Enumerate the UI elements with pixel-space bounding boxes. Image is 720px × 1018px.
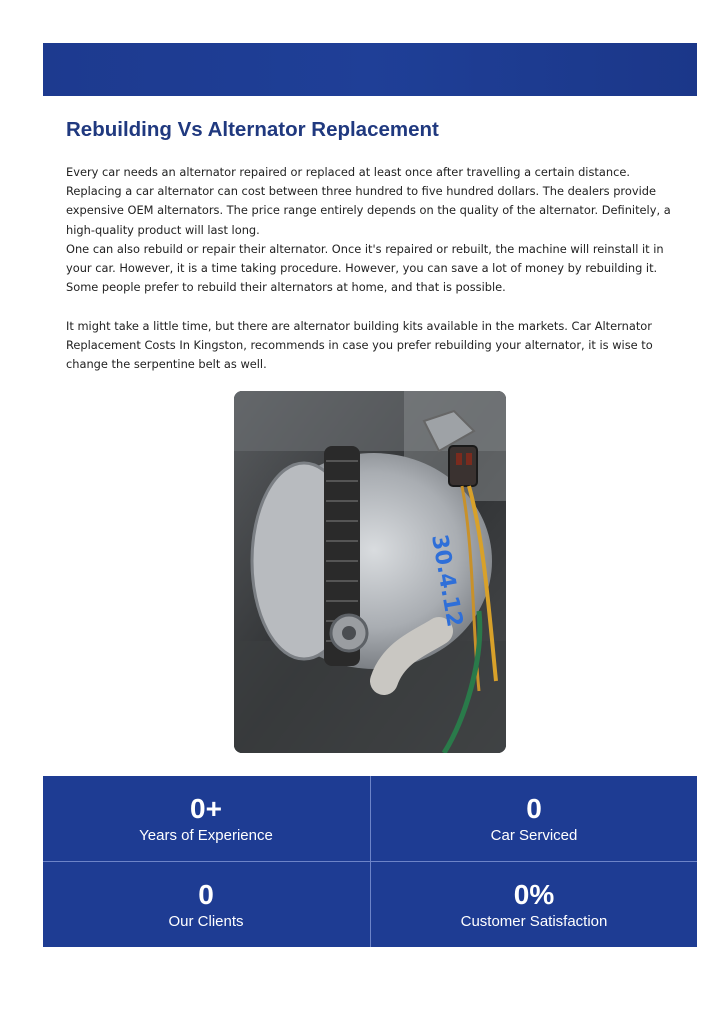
paragraph-1: Every car needs an alternator repaired or replaced at least once after travelling a certain distance. Replacing a car alternator can cost between three hundred to five hundred dollars. The dealers provide expensive OEM alternators. The price range entirely depends on the quality of the alternator. Definitely, a high-quality product will last long.: [66, 165, 671, 237]
alternator-photo: [234, 391, 506, 753]
stat-label: Customer Satisfaction: [460, 913, 608, 930]
stat-customer-satisfaction: [371, 862, 697, 947]
paragraph-2: One can also rebuild or repair their alternator. Once it's repaired or rebuilt, the machine will reinstall it in your car. However, it is a time taking procedure. However, you can save a lot of money by rebuilding it. Some people prefer to rebuild their alternators at home, and that is possible.: [66, 241, 664, 295]
stat-years-experience: [43, 776, 369, 861]
stats-panel: [43, 776, 697, 947]
stat-label: Our Clients: [168, 913, 244, 930]
header-banner: [43, 43, 697, 96]
stat-value: 0%: [513, 879, 555, 910]
article-body: [66, 163, 678, 374]
stats-divider-horizontal: [43, 861, 697, 862]
paragraph-3: It might take a little time, but there are alternator building kits available in the markets. Car Alternator Replacement Costs In Kingston, recommends in case you prefer rebuilding your alternator, it is wise to change the serpentine belt as well.: [66, 318, 653, 372]
stat-car-serviced: [371, 776, 697, 861]
photo-marking: 30.4.12: [426, 532, 467, 629]
stat-value: 0: [526, 793, 542, 824]
stat-label: Years of Experience: [139, 827, 273, 844]
stat-value: 0: [198, 879, 214, 910]
page-title: Rebuilding Vs Alternator Replacement: [66, 118, 439, 141]
stat-label: Car Serviced: [490, 827, 578, 844]
stat-value: 0+: [190, 793, 222, 824]
stat-our-clients: [43, 862, 369, 947]
